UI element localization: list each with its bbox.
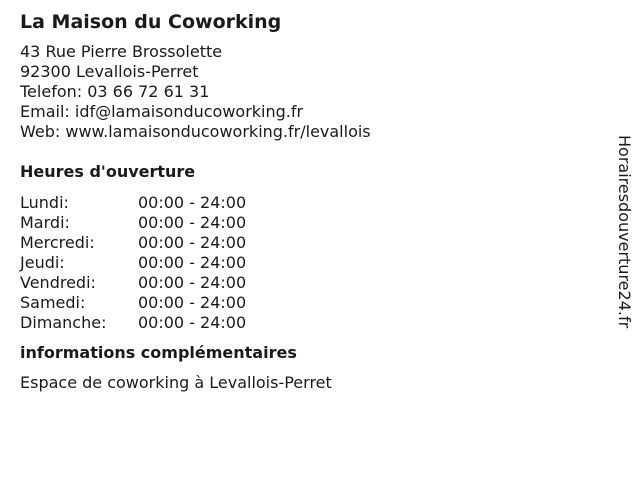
time-range: 00:00 - 24:00 [138, 213, 247, 232]
day-label: Jeudi: [20, 253, 65, 272]
hours-row-sunday [20, 313, 600, 333]
hours-row-saturday [20, 293, 600, 313]
hours-row-monday [20, 193, 600, 213]
day-label: Mardi: [20, 213, 70, 232]
opening-hours-title: Heures d'ouverture [20, 162, 196, 181]
day-label: Vendredi: [20, 273, 96, 292]
site-watermark: Horairesdouverture24.fr [615, 135, 634, 329]
address-street: 43 Rue Pierre Brossolette [20, 42, 223, 61]
business-name: La Maison du Coworking [20, 11, 282, 33]
contact-block [20, 42, 600, 142]
time-range: 00:00 - 24:00 [138, 293, 247, 312]
day-label: Lundi: [20, 193, 69, 212]
additional-info-text: Espace de coworking à Levallois-Perret [20, 373, 332, 392]
business-card [20, 8, 600, 393]
email-address: Email: idf@lamaisonducoworking.fr [20, 102, 304, 121]
opening-hours-table [20, 193, 600, 333]
additional-info-title: informations complémentaires [20, 343, 297, 362]
phone-number: Telefon: 03 66 72 61 31 [20, 82, 210, 101]
day-label: Mercredi: [20, 233, 95, 252]
hours-row-thursday [20, 253, 600, 273]
website-url: Web: www.lamaisonducoworking.fr/levallois [20, 122, 371, 141]
address-city: 92300 Levallois-Perret [20, 62, 199, 81]
time-range: 00:00 - 24:00 [138, 313, 247, 332]
hours-row-tuesday [20, 213, 600, 233]
time-range: 00:00 - 24:00 [138, 273, 247, 292]
time-range: 00:00 - 24:00 [138, 193, 247, 212]
hours-row-wednesday [20, 233, 600, 253]
day-label: Samedi: [20, 293, 86, 312]
hours-row-friday [20, 273, 600, 293]
time-range: 00:00 - 24:00 [138, 233, 247, 252]
day-label: Dimanche: [20, 313, 107, 332]
time-range: 00:00 - 24:00 [138, 253, 247, 272]
